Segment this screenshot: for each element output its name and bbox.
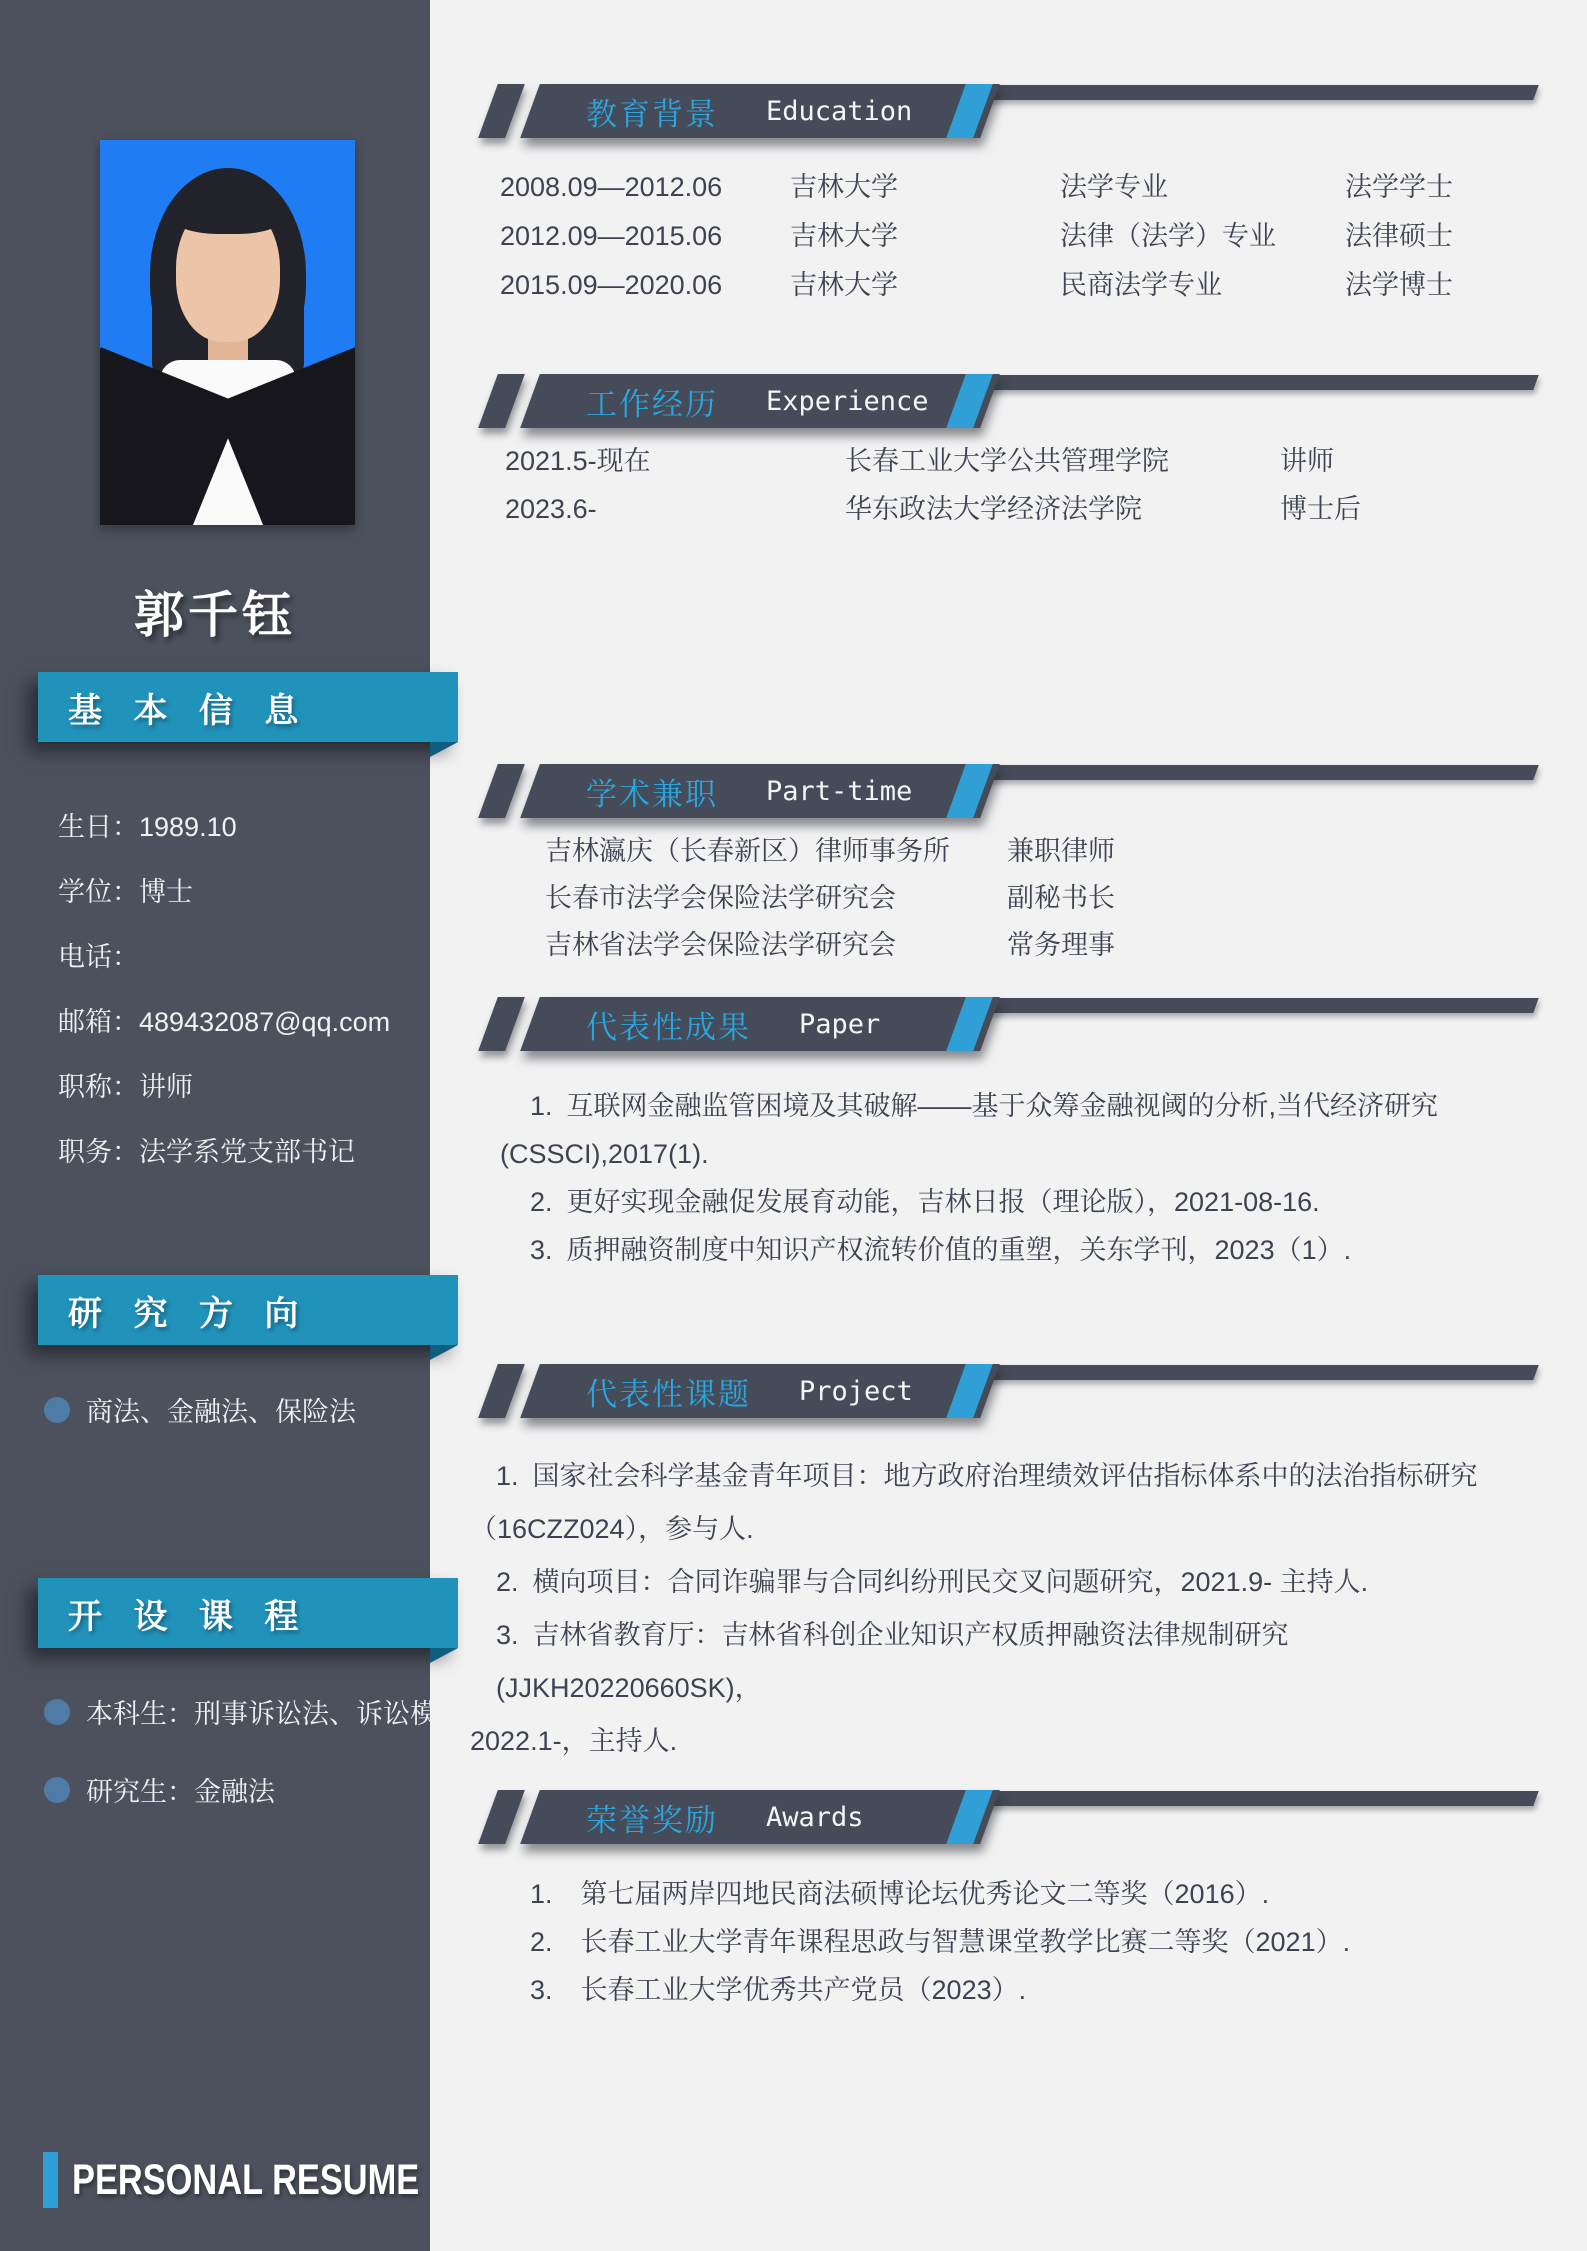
pt-org: 吉林瀛庆（长春新区）律师事务所 (545, 836, 950, 866)
awards-title-en: Awards (766, 1801, 864, 1833)
item-number: 2. (530, 1927, 553, 1957)
edu-school: 吉林大学 (790, 172, 898, 202)
education-header (488, 82, 1548, 140)
parttime-title-zh: 学术兼职 (586, 776, 718, 812)
list-item (500, 1870, 1540, 1918)
exp-period: 2023.6- (505, 494, 597, 524)
basic-info-item: 职务：法学系党支部书记 (58, 1137, 355, 1167)
exp-role: 讲师 (1280, 446, 1334, 476)
footer-accent-bar (43, 2152, 58, 2208)
edu-major: 民商法学专业 (1060, 270, 1222, 300)
list-item-continued (470, 1715, 1545, 1768)
list-item (470, 1450, 1545, 1503)
course-item (44, 1692, 464, 1731)
experience-title-en: Experience (766, 385, 929, 417)
parttime-title-en: Part-time (766, 775, 913, 807)
header-bar (520, 1790, 1000, 1844)
item-text: 长春工业大学优秀共产党员（2023）. (580, 1975, 1027, 2005)
slash-icon (478, 374, 525, 428)
list-item (500, 1966, 1540, 2014)
item-text: 2022.1-，主持人. (470, 1726, 678, 1756)
table-row (500, 212, 1560, 261)
course-text: 本科生：刑事诉讼法、诉讼模拟 (86, 1699, 464, 1729)
item-number: 3. (530, 1975, 553, 2005)
table-row (545, 875, 1545, 922)
basic-info-item: 邮箱：489432087@qq.com (58, 1007, 391, 1037)
education-table (500, 163, 1560, 310)
parttime-table (545, 828, 1545, 969)
experience-header (488, 372, 1548, 430)
header-tail-bar (975, 998, 1538, 1013)
item-text: (CSSCI),2017(1). (500, 1139, 709, 1169)
edu-period: 2015.09—2020.06 (500, 270, 723, 300)
table-row (545, 828, 1545, 875)
experience-table (505, 437, 1565, 533)
paper-title-zh: 代表性成果 (586, 1009, 751, 1045)
course-text: 研究生：金融法 (86, 1777, 275, 1807)
edu-degree: 法律硕士 (1345, 221, 1453, 251)
slash-icon (478, 764, 525, 818)
list-item-continued (500, 1130, 1530, 1178)
bullet-dot-icon (44, 1777, 70, 1803)
basic-info-title: 基 本 信 息 (68, 691, 310, 730)
list-item (470, 1556, 1545, 1609)
exp-org: 华东政法大学经济法学院 (845, 494, 1142, 524)
list-item (500, 1178, 1530, 1226)
project-list (470, 1450, 1545, 1768)
header-tail-bar (975, 85, 1538, 100)
education-title-zh: 教育背景 (586, 96, 718, 132)
pt-org: 长春市法学会保险法学研究会 (545, 883, 896, 913)
header-bar (520, 1364, 1000, 1418)
header-bar (520, 997, 1000, 1051)
list-item (500, 1226, 1530, 1274)
profile-photo (100, 140, 355, 525)
edu-degree: 法学博士 (1345, 270, 1453, 300)
header-bar (520, 374, 1000, 428)
item-number: 1. (496, 1461, 519, 1491)
pt-role: 常务理事 (1007, 930, 1115, 960)
courses-title: 开 设 课 程 (68, 1597, 310, 1636)
slash-icon (478, 84, 525, 138)
exp-org: 长春工业大学公共管理学院 (845, 446, 1169, 476)
project-title-en: Project (799, 1375, 913, 1407)
header-tail-bar (975, 1791, 1538, 1806)
paper-list (500, 1082, 1530, 1274)
basic-info-list (58, 795, 408, 1185)
research-direction-banner (38, 1275, 458, 1345)
exp-role: 博士后 (1280, 494, 1361, 524)
item-text: 第七届两岸四地民商法硕博论坛优秀论文二等奖（2016）. (580, 1879, 1270, 1909)
item-text: 互联网金融监管困境及其破解——基于众筹金融视阈的分析,当代经济研究 (566, 1091, 1439, 1121)
item-text: 吉林省教育厅：吉林省科创企业知识产权质押融资法律规制研究(JJKH20220660SK)， (496, 1620, 1289, 1703)
edu-school: 吉林大学 (790, 221, 898, 251)
edu-school: 吉林大学 (790, 270, 898, 300)
item-text: （16CZZ024），参与人. (470, 1514, 754, 1544)
slash-icon (478, 1790, 525, 1844)
pt-org: 吉林省法学会保险法学研究会 (545, 930, 896, 960)
header-bar (520, 764, 1000, 818)
item-text: 质押融资制度中知识产权流转价值的重塑，关东学刊，2023（1）. (566, 1235, 1352, 1265)
table-row (505, 485, 1565, 533)
basic-info-item: 职称：讲师 (58, 1072, 193, 1102)
item-text: 国家社会科学基金青年项目：地方政府治理绩效评估指标体系中的法治指标研究 (532, 1461, 1478, 1491)
project-title-zh: 代表性课题 (586, 1376, 751, 1412)
table-row (505, 437, 1565, 485)
awards-list (500, 1870, 1540, 2014)
item-number: 1. (530, 1879, 553, 1909)
basic-info-item: 生日：1989.10 (58, 812, 237, 842)
header-tail-bar (975, 765, 1538, 780)
pt-role: 副秘书长 (1007, 883, 1115, 913)
item-number: 2. (530, 1187, 553, 1217)
paper-header (488, 995, 1548, 1053)
research-direction-title: 研 究 方 向 (68, 1294, 310, 1333)
research-direction-item (44, 1390, 356, 1429)
bullet-dot-icon (44, 1397, 70, 1423)
sidebar (0, 0, 464, 2251)
experience-title-zh: 工作经历 (586, 386, 718, 422)
slash-icon (478, 1364, 525, 1418)
table-row (500, 261, 1560, 310)
header-tail-bar (975, 1365, 1538, 1380)
table-row (545, 922, 1545, 969)
item-number: 2. (496, 1567, 519, 1597)
sidebar-footer (43, 2152, 506, 2208)
item-text: 更好实现金融促发展育动能，吉林日报（理论版），2021-08-16. (566, 1187, 1320, 1217)
slash-icon (478, 997, 525, 1051)
basic-info-banner (38, 672, 458, 742)
course-item (44, 1770, 275, 1809)
edu-degree: 法学学士 (1345, 172, 1453, 202)
footer-label: PERSONAL RESUME (72, 2155, 420, 2204)
photo-bangs (168, 186, 288, 234)
table-row (500, 163, 1560, 212)
awards-header (488, 1788, 1548, 1846)
header-tail-bar (975, 375, 1538, 390)
list-item (470, 1609, 1545, 1715)
list-item (500, 1082, 1530, 1130)
bullet-dot-icon (44, 1699, 70, 1725)
pt-role: 兼职律师 (1007, 836, 1115, 866)
item-number: 3. (496, 1620, 519, 1650)
awards-title-zh: 荣誉奖励 (586, 1802, 718, 1838)
item-number: 3. (530, 1235, 553, 1265)
item-text: 长春工业大学青年课程思政与智慧课堂教学比赛二等奖（2021）. (580, 1927, 1351, 1957)
basic-info-item: 电话： (58, 942, 139, 972)
exp-period: 2021.5-现在 (505, 446, 651, 476)
paper-title-en: Paper (799, 1008, 881, 1040)
item-text: 横向项目：合同诈骗罪与合同纠纷刑民交叉问题研究，2021.9- 主持人. (532, 1567, 1369, 1597)
edu-major: 法律（法学）专业 (1060, 221, 1276, 251)
person-name: 郭千钰 (134, 587, 296, 643)
list-item-continued (470, 1503, 1545, 1556)
project-header (488, 1362, 1548, 1420)
item-number: 1. (530, 1091, 553, 1121)
list-item (500, 1918, 1540, 1966)
edu-period: 2012.09—2015.06 (500, 221, 723, 251)
research-direction-text: 商法、金融法、保险法 (86, 1397, 356, 1427)
courses-banner (38, 1578, 458, 1648)
parttime-header (488, 762, 1548, 820)
edu-period: 2008.09—2012.06 (500, 172, 723, 202)
education-title-en: Education (766, 95, 913, 127)
basic-info-item: 学位：博士 (58, 877, 193, 907)
edu-major: 法学专业 (1060, 172, 1168, 202)
header-bar (520, 84, 1000, 138)
